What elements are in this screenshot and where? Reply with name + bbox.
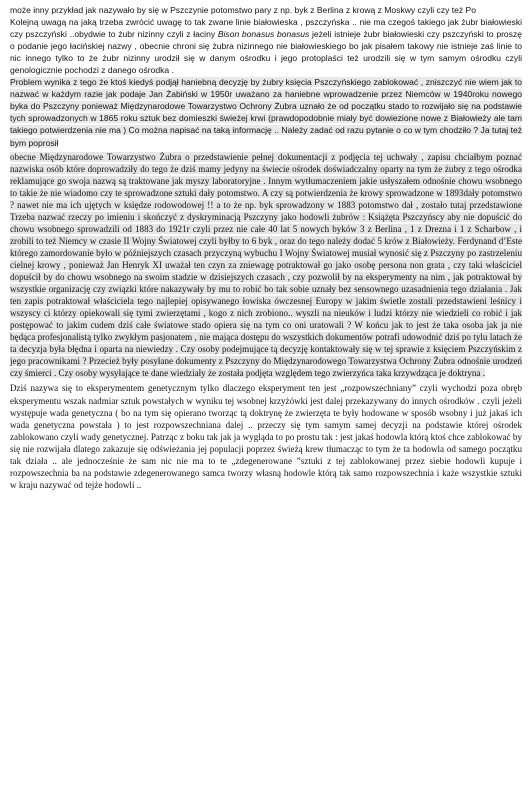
paragraph-intro [10, 4, 522, 16]
paragraph-experiment [10, 382, 522, 490]
paragraph-lineages-text-end: jeżeli istnieje żubr białowieski czy pszczyński to proszę o podanie jego łacińskiej nazwy , obecnie chroni się żubra nizinnego nie białowieskiego bo jak pisałem takowy nie istnieje zaś linie to nic innego tylko to że żubr nizinny urodził się w danym ośrodku i jego protoplaści też urodzili się w tym samym ośrodku czyli genologicznie pochodzi z danego ośrodka . [10, 29, 522, 76]
paragraph-problem-text: Problem wynika z tego że ktoś kiedyś podjął haniebną decyzję by żubry księcia Pszczyńskiego zablokować , zniszczyć nie wiem jak to nazwać w każdym razie jak podaje Jan Żabiński w 1950r uważano za haniebne wprowadzenie przez Niemców w 1940roku nowego byka do Pszczyny ponieważ Międzynarodowe Towarzystwo Ochrony Żubra uznało że od początku stado to rozwijało się na podstawie tych sprowadzonych w 1865 roku sztuk bez domieszki świeżej krwi (prawdopodobnie miały być dowiezione nowe z Białowieży ale tam takiego potwierdzenia nie ma ) Co można napisać na taką informację .. Należy zadać od razu pytanie o co w tym chodziło ? Ja tutaj też bym poprosił [10, 77, 522, 148]
paragraph-lineages-text-start: Kolejną uwagą na jaką trzeba zwrócić uwagę to tak zwane linie białowieska , pszczyńska .. nie ma czegoś takiego jak żubr białowieski czy pszczyński ..obydwie to żubr nizinny czyli z łaciny [10, 17, 522, 40]
paragraph-intro-text: może inny przykład jak nazywało by się w Pszczynie potomstwo pary z np. byk z Berlina z krową z Moskwy czyli czy też Po [10, 5, 476, 15]
paragraph-society [10, 151, 522, 380]
latin-name: Bison bonasus bonasus [217, 29, 310, 40]
paragraph-experiment-text: Dziś nazywa się to eksperymentem genetycznym tylko dlaczego eksperyment ten jest „rozpowszechniany” czyli wychodzi poza obręb eksperymentu wszak nadmiar sztuk powstałych w wyniku tej wsobnej krzyżówki jest dalej przekazywany do innych ośrodków . czyli jeżeli występuje wada genetyczna ( bo na tym się opierano tworząc tą doktrynę że zwierzęta te były hodowane w sposób wsobny i już jakaś ich wada genetyczna powstała ) to jest rozpowszechniana dalej .. przeczy się tym samym samej decyzji na podstawie której ośrodek zablokowano czyli wady genetycznej. Patrząc z boku tak jak ja wygląda to po prostu tak : jest jakaś hodowla którą ktoś chce zablokować by się nie rozwijała dlatego zakazuje się odświeżania jej populacji poprzez świeżą krew tłumacząc to tym że ta hodowla od samego początku tak działa .. ale jednocześnie że sam nic nie ma to te „zdegenerowane ”sztuki z tej zablokowanej przez siebie hodowli kupuje i rozpowszechnia ba na podstawie zdegenerowanego samca tworzy własną hodowle którą tak samo rozpowszechnia i każe wszystkie sztuki w kraju nazywać od tejże hodowli .. [10, 383, 522, 490]
paragraph-problem [10, 76, 522, 148]
paragraph-lineages [10, 16, 522, 76]
paragraph-society-text: obecne Międzynarodowe Towarzystwo Żubra o przedstawienie pełnej dokumentacji z podjęcia tej uchwały , zapisu chciałbym poznać nazwiska osób które doprowadziły do tego że dziś mamy jedyny na świecie ośrodek doświadczalny oparty na tym że żubry z tego ośrodka reklamujące go swoja nazwą są traktowane jak myszy laboratoryjne . Innym wytłumaczeniem jakie usłyszałem odnośnie chowu wsobnego to takie że nie wiadomo czy te sprowadzone sztuki dały potomstwo. A czy są potwierdzenia że krowy sprowadzone w 1893dały potomstwo ? nawet nie ma ich ujętych w księdze rodowodowej !! a to że np. byk sprowadzony w 1883 potomstwo dał , zostało tutaj przedstawione Trzeba nazwać rzeczy po imieniu i skończyć z dyskryminacją Pszczyny jako hodowli żubrów : Książęta Pszczyńscy aby nie dopuścić do chowu wsobnego sprowadzili od 1883 do 1921r czyli przez nie całe 40 lat 5 nowych byków 3 z Berlina , 1 z Drezna i 1 z Scharbow , i zrobili to też Niemcy w czasie II Wojny Światowej czyli byłby to 6 byk , oraz do tego należy dodać 5 krów z Białowieży. Ferdynand d’Este którego zamordowanie było w późniejszych czasach przyczyną wybuchu I Wojny Światowej musiał wynosić się z Pszczyny po zastrzeleniu cielnej krowy , ponieważ Jan Henryk XI uważał ten czyn za zniewagę potraktował go jako osobę persona non grata , czy taki właściciel dopuścił by do chowu wsobnego na swoim stadzie w dzisiejszych czasach , czy pozwolił by na eksperymenty na nim , jak potraktował by wszystkie organizację czy związki które nakazywały by mu to robić bo tak sobie uznały bez sensownego uzasadnienia tego działania . Jak ten zapis potraktował właściciela tego najlepiej opisywanego łowiska ówczesnej Europy w jakim świetle zostali przedstawieni leśnicy i wszyscy ci którzy opiekowali się tymi zwierzętami , kogo z nich zrobiono.. wyszli na nieuków i ludzi którzy nie wiedzieli co robić i jak postępować to jakim cudem dziś całe światowe stado opiera się na tym co oni uratowali ? W końcu jak to jest że taka osoba jak ja nie będąca profesjonalistą tylko zwykłym pasjonatem , nie mająca dostępu do wszystkich dokumentów potrafi udowodnić dziś po tylu latach że ta decyzja była błędna i oparta na niewiedzy . Czy osoby podejmujące tą decyzję kontaktowały się w tej sprawie z księciem Pszczyńskim z jego pracownikami ? Przecież były posyłane dokumenty z Pszczyny do Międzynarodowego Towarzystwa Ochrony Żubra odnośnie urodzeń czy śmierci . Czy osoby wysyłające te dane wiedziały że została podjęta względem tego zwierzyńca taka krzywdząca je doktryna . [10, 151, 522, 379]
